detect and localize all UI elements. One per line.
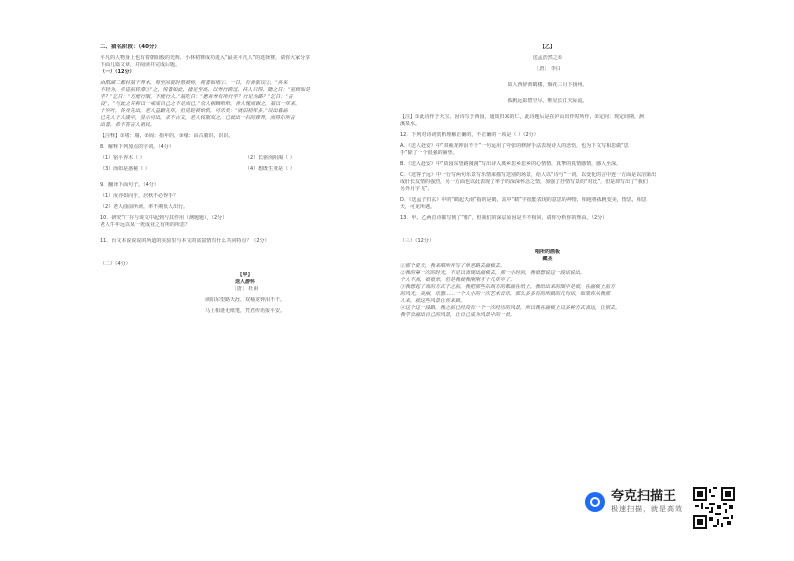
question-8: 8．解释下列加点的字词。（4分） (100, 144, 174, 150)
question-8-item: （1）宿平养木（ ） (100, 155, 145, 161)
part-label: （二）（4分） (100, 261, 131, 267)
question-8-item: （2）长驱而阻渴（ ） (245, 155, 295, 161)
passage-line: 乎？”乞日：“方能行服，不能行人。”翁吃日：“愿吾寿有所行乎？行足为路？”乞日：“言 (100, 94, 293, 100)
question-9-item: （2）老人曲前所读，率不期负人出行。 (100, 204, 189, 210)
poem-line: 故人西辞黄鹤楼，烟花三月下扬州。 (507, 82, 588, 88)
passage-notes: 【注释】①堵：墙，②阁：指年的，③缘：由古骑识，识识。 (100, 133, 234, 139)
left-column (100, 44, 390, 315)
poem-line: 读阳东望路天涯，双袖龙钟泪不干。 (204, 297, 285, 303)
quark-logo-icon (585, 492, 605, 512)
poem-title: 送人游怀 (234, 279, 255, 285)
poem-notes: 溪泉水。 (400, 121, 421, 127)
passage-line: 十岁叶，各身先出，老人益勤先年，但见轮被始机，可乐矣：“就旧初年多。”设出暮品 (100, 108, 288, 114)
poem-label: 【乙】 (539, 44, 555, 50)
poem-line: 孤帆远影碧空尽，唯见长江天际流。 (507, 98, 588, 104)
passage-line: 良”，“与此之并称以一戒成自己之不足而已，”众人相顾哈哈，舍人愧而谢之，翁以一年来， (100, 101, 301, 107)
qr-code-icon (693, 487, 735, 529)
watermark-text (611, 489, 683, 514)
passage-line: 已先人于人缓中，显示可出，求不古文，老人枝服双之，已就出一石的修养，而得尔所言 (100, 115, 296, 121)
question-9: 9．翻译下面句子。（4分） (100, 182, 159, 188)
question-10: 10．研究“广存与谈文中起到与其作用（测题题）。（2分） (100, 215, 228, 221)
question-13: 13．甲、乙两首诗都写到了“船”，但我们的深层原因是不不相同，请你分析你的理由。（2分） (400, 215, 608, 221)
question-12: 12．下列对诗词赏析理解正确的，不正确的一项是（ ）（2分） (400, 132, 539, 138)
brand-slogan: 极速扫描，就是高效 (611, 505, 683, 513)
passage-line: 不轻为，步进前转滑③”之，悦者如此，捷足至高，以寿行跨过，扶人只得，随之日：“宽致如是 (100, 87, 311, 93)
question-10-line: 老人牛年远以某一死成业之有所的所思？ (100, 222, 191, 228)
poem-author: ［唐］ 李白 (534, 66, 561, 72)
poem-line: 马上相逢无纸笔，凭君传语报平安。 (204, 308, 285, 314)
part-label: （三）（12分） (400, 238, 434, 244)
right-column (400, 44, 695, 319)
question-12-option: A．《送人赴安》中“双袖龙钟泪不干”一句运用了夸张的修辞手法表现诗人的悲伤，也为下文写相思做“思 (400, 143, 629, 149)
part-label: （一）（12分） (100, 69, 135, 75)
passage-line: 由阳湖二都村翁干养木，每至凉夏时偕被桥，观者如堵①。一日，有舍旅宾②，“吾来 (100, 80, 288, 86)
passage-line: 出者，希不答言人祖民。 (100, 122, 156, 128)
intro-line: 下面几篇文章，并阅读并完成后题。 (100, 62, 181, 68)
scanner-watermark (585, 489, 683, 514)
brand-name: 夸克扫描王 (611, 489, 677, 504)
question-12-option: C．《送客子远》中一行写两句乐景写乐情来描写送别的场景，给人以“诗与”一词，以变化的言中连一方面是以渲染出 (400, 172, 657, 178)
question-12-option: 天，可见所遇。 (400, 204, 436, 210)
question-8-row (100, 155, 390, 162)
poem-title: 送孟浩然之① (532, 55, 563, 61)
essay-title: 唱所的画板 (534, 249, 560, 255)
poem-notes: 【注】①此诗作于天宝，因诗写于西园，通知归来的仁，此诗题后是在庐山出作时所作，②定间：规定间期，涧 (400, 114, 644, 120)
essay-line: 个人不高，很很亲，但是我就我刚刚才十几年岁了。 (400, 277, 516, 283)
section-heading: 二、猜名阶段：（40分） (100, 44, 160, 50)
question-12-option: 成肝长友情的强烈，另一方面也以此表现了率子的深深怀念之情，加强了抒情写景的“对比”，但是却写出了“我们 (400, 179, 648, 185)
essay-line: ④这个这一段路，我之前已经没有一个一次经历的风景，所以我在画板上以多种方式表达，让别去。 (400, 305, 621, 311)
essay-line: ②我的第一次的时光，不足以表现出画板去，那一小时后，我很想说这一段话说出。 (400, 270, 586, 276)
question-8-row (100, 166, 390, 173)
intro-line: 平凡的人物身上也有着朝阳般的光辉，小林初赛成功进入“最美平凡人”的选择赛，请你大家分享 (100, 55, 311, 61)
essay-line: 的风光，美丽，乐器……一个人小的一次艺术音乐，那么多多有的所做的几句话，如果你从我那 (400, 291, 611, 297)
essay-author: 藏圣 (542, 256, 553, 262)
poem-author: ［唐］ 杜甫 (231, 286, 259, 292)
poem-label: 【甲】 (237, 272, 253, 278)
question-8-item: （3）而如是惑秘（ ） (100, 166, 150, 172)
essay-line: ①那个夏天，我来唱所开写了单老路去画板去。 (400, 263, 506, 269)
essay-line: 我学会画出自己的风景，让自己成为风景中的一员。 (400, 312, 516, 318)
question-8-item: （4）想既生亚是（ ） (245, 166, 295, 172)
question-12-option: 另外月字飞”。 (400, 186, 433, 192)
question-9-item: （1）汝亦如向乎，居秋不必得手？ (100, 193, 179, 199)
question-12-option: D．《送孟子归玄》中的“鹤起天南”指的是鹤，其中“鹤”字很能表现的意思的神情，相地将孤帆变美，情思，相思 (400, 197, 647, 203)
essay-line: ③我想起了真的方式于之前，我把那些东西方的都画在纸上，我给出来的图中是很，在画板上前方 (400, 284, 616, 290)
essay-line: 人来，就这些风景让你来做。 (400, 298, 466, 304)
question-12-option: B．《送入赴安》中“故园东望路漫漫”写出诗人离乡思乡思乡的心情情，真挚的真情感情，感人至深。 (400, 161, 622, 167)
question-11: 11．台文本说说说的所道的实验里与本文的贫富情有什么共同特点？（2分） (100, 238, 270, 244)
question-12-option: 手”除了一个很强的铺垫。 (400, 150, 458, 156)
